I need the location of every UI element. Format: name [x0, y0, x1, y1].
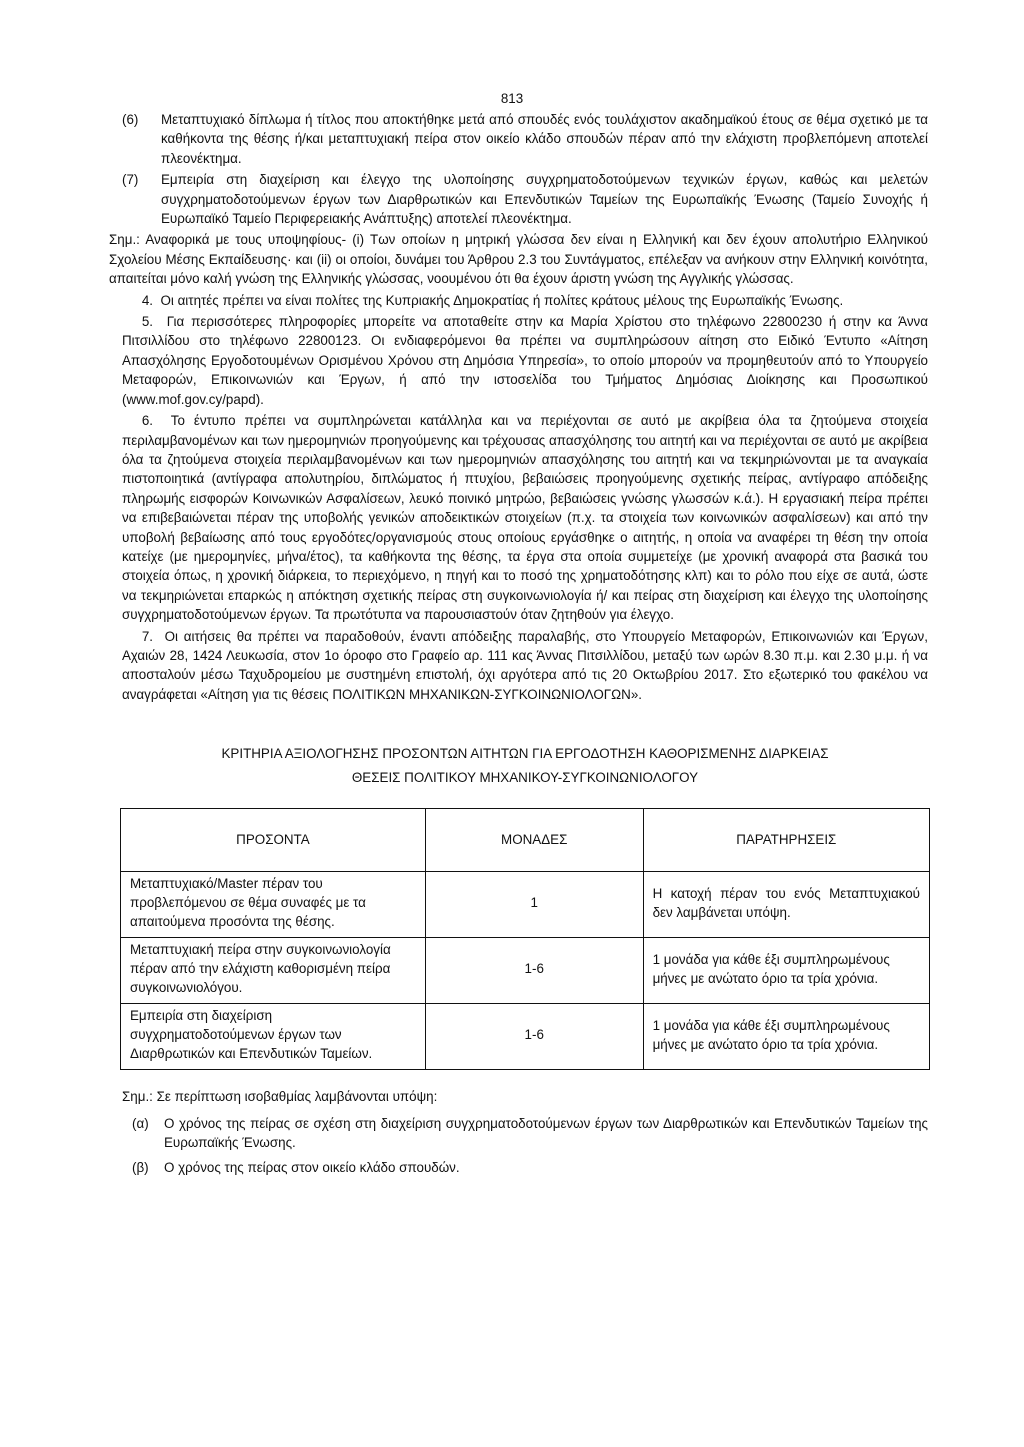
paragraph-text: Οι αιτητές πρέπει να είναι πολίτες της Κυπριακής Δημοκρατίας ή πολίτες κράτους μέλους της Ευρωπαϊκής Ένωσης. [160, 292, 844, 308]
list-item-text: Ο χρόνος της πείρας στον οικείο κλάδο σπουδών. [164, 1160, 460, 1176]
qualification-cell: Μεταπτυχιακό/Master πέραν του προβλεπόμενου σε θέμα συναφές με τα απαιτούμενα προσόντα της θέσης. [121, 872, 426, 938]
item-label: (6) [122, 112, 139, 127]
language-note [109, 230, 928, 288]
item-text: Μεταπτυχιακό δίπλωμα ή τίτλος που αποκτήθηκε μετά από σπουδές ενός τουλάχιστον ακαδημαϊκού έτους σε θέμα σχετικό με τα καθήκοντα της θέσης ή/και μεταπτυχιακή πείρα στον οικείο κλάδο σπουδών πέραν από την ελάχιστη προβλεπόμενη αποτελεί πλεονέκτημα. [161, 112, 928, 166]
paragraph-7 [122, 627, 928, 705]
header-qualifications: ΠΡΟΣΟΝΤΑ [121, 809, 426, 872]
item-text: Εμπειρία στη διαχείριση και έλεγχο της υλοποίησης συγχρηματοδοτούμενων τεχνικών έργων, καθώς και μελετών συγχρηματοδοτούμενων έργων των Διαρθρωτικών και Επενδυτικών Ταμείων της Ευρωπαϊκής Ένωσης (Ταμείο Συνοχής ή Ευρωπαϊκό Ταμείο Περιφερειακής Ανάπτυξης) αποτελεί πλεονέκτημα. [161, 172, 928, 227]
table-header-row [121, 809, 930, 872]
paragraph-number: 7. [141, 628, 153, 644]
requirement-item-7 [122, 170, 928, 228]
paragraph-number: 4. [141, 292, 153, 308]
table-row [121, 1004, 930, 1070]
item-label: (7) [122, 172, 139, 188]
criteria-table [120, 808, 930, 1070]
qualification-cell: Εμπειρία στη διαχείριση συγχρηματοδοτούμενων έργων των Διαρθρωτικών και Επενδυτικών Ταμείων. [121, 1004, 426, 1070]
list-item [132, 1114, 928, 1153]
paragraph-6 [122, 411, 928, 624]
tie-break-list [132, 1114, 928, 1178]
qualification-cell: Μεταπτυχιακή πείρα στην συγκοινωνιολογία πέραν από την ελάχιστη καθορισμένη πείρα συγκοινωνιολόγου. [121, 938, 426, 1004]
table-row [121, 938, 930, 1004]
page-number: 813 [500, 91, 524, 106]
header-units: ΜΟΝΑΔΕΣ [425, 809, 643, 872]
criteria-title-line-1: ΚΡΙΤΗΡΙΑ ΑΞΙΟΛΟΓΗΣΗΣ ΠΡΟΣΟΝΤΩΝ ΑΙΤΗΤΩΝ ΓΙΑ ΕΡΓΟΔΟΤΗΣΗ ΚΑΘΟΡΙΣΜΕΝΗΣ ΔΙΑΡΚΕΙΑΣ [221, 746, 829, 762]
header-remarks: ΠΑΡΑΤΗΡΗΣΕΙΣ [643, 809, 929, 872]
note-label: Σημ.: [109, 232, 140, 248]
document-body [109, 110, 928, 1184]
remarks-cell: 1 μονάδα για κάθε έξι συμπληρωμένους μήνες με ανώτατο όριο τα τρία χρόνια. [643, 1004, 929, 1070]
paragraph-text: Για περισσότερες πληροφορίες μπορείτε να αποταθείτε στην κα Μαρία Χρίστου στο τηλέφωνο 22800230 ή στην κα Άννα Πιτσιλλίδου στο τηλέφωνο 22800123. Οι ενδιαφερόμενοι θα πρέπει να συμπληρώσουν αίτηση στο Ειδικό Έντυπο «Αίτηση Απασχόλησης Εργοδοτουμένων Ορισμένου Χρόνου στη Δημόσια Υπηρεσία», το οποίο μπορούν να προμηθευτούν από το Υπουργείο Μεταφορών, Επικοινωνιών και Έργων, ή από την ιστοσελίδα του Τμήματος Δημόσιας Διοίκησης και Προσωπικού (www.mof.gov.cy/papd). [122, 314, 928, 407]
requirement-item-6 [122, 110, 928, 168]
note-text: Σε περίπτωση ισοβαθμίας λαμβάνονται υπόψη: [156, 1089, 438, 1105]
paragraph-5 [122, 312, 928, 409]
remarks-cell: Η κατοχή πέραν του ενός Μεταπτυχιακού δεν λαμβάνεται υπόψη. [643, 872, 929, 938]
criteria-title-line-2: ΘΕΣΕΙΣ ΠΟΛΙΤΙΚΟΥ ΜΗΧΑΝΙΚΟΥ-ΣΥΓΚΟΙΝΩΝΙΟΛΟΓΟΥ [351, 770, 699, 786]
paragraph-number: 5. [141, 314, 153, 330]
units-cell: 1 [425, 872, 643, 938]
list-item-label: (α) [132, 1115, 149, 1131]
note-text: Αναφορικά με τους υποψηφίους- (i) Των οποίων η μητρική γλώσσα δεν είναι η Ελληνική και δεν έχουν απολυτήριο Ελληνικού Σχολείου Μέσης Εκπαίδευσης· και (ii) οι οποίοι, δυνάμει του Άρθρου 2.3 του Συντάγματος, επέλεξαν να ανήκουν στην Ελληνική κοινότητα, απαιτείται μόνο καλή γνώση της Ελληνικής γλώσσας, νοουμένου ότι θα έχουν άριστη γνώση της Αγγλικής γλώσσας. [109, 232, 928, 287]
list-item-label: (β) [132, 1160, 149, 1176]
units-cell: 1-6 [425, 1004, 643, 1070]
tie-break-note [122, 1087, 928, 1178]
list-item-text: Ο χρόνος της πείρας σε σχέση στη διαχείριση συγχρηματοδοτούμενων έργων των Διαρθρωτικών και Επενδυτικών Ταμείων της Ευρωπαϊκής Ένωσης. [164, 1115, 928, 1150]
table-row [121, 872, 930, 938]
paragraph-4 [122, 291, 928, 310]
criteria-title [122, 742, 928, 790]
paragraph-text: Το έντυπο πρέπει να συμπληρώνεται κατάλληλα και να περιέχονται σε αυτό με ακρίβεια όλα τα ζητούμενα στοιχεία περιλαμβανομένων και των ημερομηνιών προηγούμενης και τρέχουσας απασχόλησης του αιτητή και να περιέχονται σε αυτό με ακρίβεια όλα τα ζητούμενα στοιχεία περιλαμβανομένων και των ημερομηνιών απασχόλησης του αιτητή και να τεκμηριώνονται με τα αναγκαία πιστοποιητικά (αντίγραφα απολυτηρίου, διπλώματος ή πτυχίου, βεβαιώσεις προηγούμενης σχετικής πείρας, αντίγραφο απόδειξης πληρωμής εισφορών Κοινωνικών Ασφαλίσεων, λευκό ποινικό μητρώο, βεβαιώσεις γνώσης γλωσσών κ.ά.). Η εργασιακή πείρα πρέπει να επιβεβαιώνεται πέραν της υποβολής γενικών αποδεικτικών στοιχείων (π.χ. τα στοιχεία των κοινωνικών ασφαλίσεων) και από την υποβολή βεβαίωσης από τους εργοδότες/οργανισμούς στους οποίους εργάσθηκε ο αιτητής, η οποία να αναφέρει τη θέση την οποία κατείχε (με ημερομηνίες, μήνα/έτος), τα καθήκοντα της θέσης, τα έργα στα οποία συμμετείχε (με χρονική αναφορά στα βασικά του στοιχεία όπως, η χρονική διάρκεια, το περιεχόμενο, η πηγή και το ποσό της χρηματοδότησης κλπ) και το ρόλο που είχε σε αυτά, ώστε να τεκμηριώνεται επαρκώς η απόκτηση σχετικής πείρας στη συγκοινωνιολογία ή/ και πείρας στη διαχείριση και έλεγχο της υλοποίησης συγχρηματοδοτούμενων έργων. Τα πρωτότυπα να παρουσιαστούν όταν ζητηθούν για έλεγχο. [122, 413, 928, 623]
paragraph-number: 6. [141, 413, 153, 429]
note-label: Σημ.: [122, 1089, 153, 1105]
remarks-cell: 1 μονάδα για κάθε έξι συμπληρωμένους μήνες με ανώτατο όριο τα τρία χρόνια. [643, 938, 929, 1004]
units-cell: 1-6 [425, 938, 643, 1004]
paragraph-text: Οι αιτήσεις θα πρέπει να παραδοθούν, έναντι απόδειξης παραλαβής, στο Υπουργείο Μεταφορών, Επικοινωνιών και Έργων, Αχαιών 28, 1424 Λευκωσία, στον 1ο όροφο στο Γραφείο αρ. 111 κας Άννας Πιτσιλλίδου, μεταξύ των ωρών 8.30 π.μ. και 2.30 μ.μ. ή να αποσταλούν μέσω Ταχυδρομείου με συστημένη επιστολή, όχι αργότερα από τις 20 Οκτωβρίου 2017. Στο εξωτερικό του φακέλου να αναγράφεται «Αίτηση για τις θέσεις ΠΟΛΙΤΙΚΩΝ ΜΗΧΑΝΙΚΩΝ-ΣΥΓΚΟΙΝΩΝΙΟΛΟΓΩΝ». [122, 628, 928, 702]
list-item [132, 1158, 928, 1177]
